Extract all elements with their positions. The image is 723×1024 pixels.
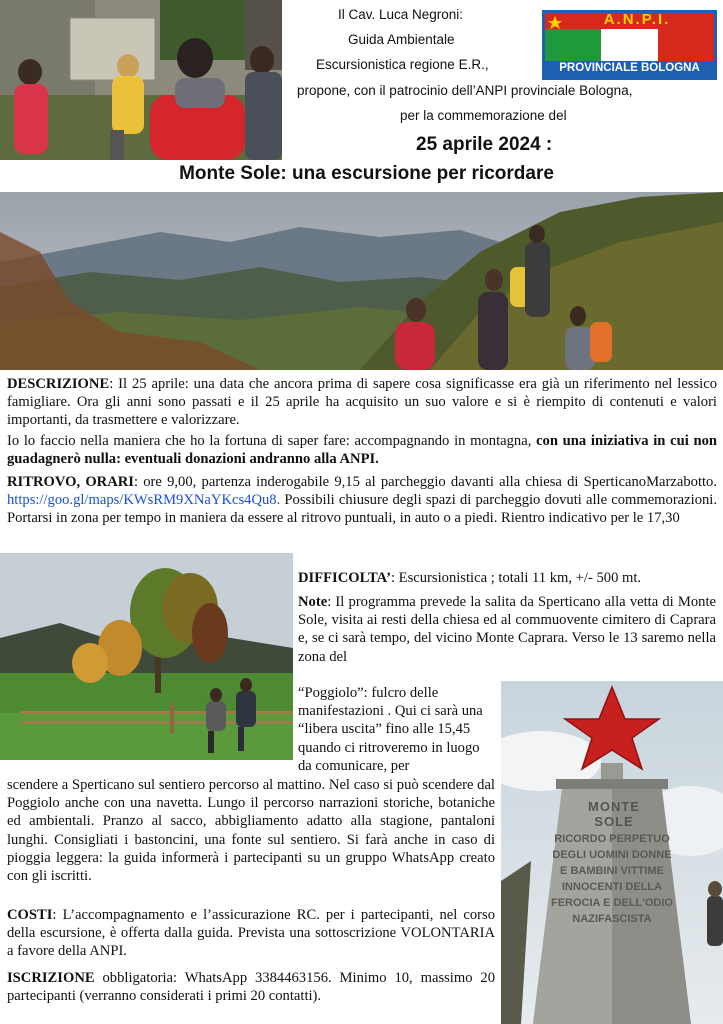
note-paragraph <box>298 593 716 688</box>
ritrovo-text: : ore 9,00, partenza inderogabile 9,15 al parcheggio davanti alla chiesa di SperticanoMarzabotto. <box>133 474 717 491</box>
costi-label: COSTI <box>7 907 53 923</box>
iscrizione-text: obbligatoria: WhatsApp 3384463156. Minimo 10, massimo 20 partecipanti (verranno considerati i primi 20 contatti). <box>7 969 495 1004</box>
iscrizione-paragraph <box>7 969 495 1005</box>
header-line-3: Escursionistica regione E.R., <box>316 57 489 72</box>
note-label: Note <box>298 594 328 610</box>
difficolta-paragraph <box>298 569 716 587</box>
note-text-part-3: scendere a Sperticano sul sentiero percorso al mattino. Nel caso si può scendere dal Poggiolo anche con una navetta. Lungo il percorso narrazioni storiche, botaniche ed ambientali. Pranzo al sacco, abbigliamento adatto alla stagione, pantaloni lunghi. Consigliati i bastoncini, una fonte sul sentiero. Si farà anche in caso di pioggia leggera: la guida informerà i partecipanti su un gruppo WhatsApp creato con gli iscritti. <box>7 777 495 885</box>
descrizione-text: : Il 25 aprile: una data che ancora prima di sapere cosa significasse era già un riferimento nel lessico famigliare. Ora gli anni sono passati e il 25 aprile ha acquisito un suo valore e si è riempito di contenuti e valori importanti, da trasmettere e valorizzare. <box>7 376 717 429</box>
iniziativa-paragraph <box>7 432 717 468</box>
photo-monument <box>501 681 723 1024</box>
ritrovo-label: RITROVO, ORARI <box>7 474 134 491</box>
costi-paragraph <box>7 906 495 961</box>
maps-link[interactable]: https://goo.gl/maps/KWsRM9XNaYKcs4Qu8. <box>7 492 281 509</box>
header-line-5: per la commemorazione del <box>400 108 567 123</box>
text-block-bottom <box>7 906 495 1005</box>
iniziativa-text: Io lo faccio nella maniera che ho la fortuna di saper fare: accompagnando in montagna, <box>7 432 537 449</box>
note-text-part-2: “Poggiolo”: fulcro delle manifestazioni . Qui ci sarà una “libera uscita” fino alle 15,45 quando ci ritroveremo in luogo da comunicare, per <box>298 685 483 774</box>
iscrizione-label: ISCRIZIONE <box>7 969 95 986</box>
photo-panorama-hikers <box>0 192 723 370</box>
monument-inscription: RICORDO PERPETUO DEGLI UOMINI DONNE E BAMBINI VITTIME INNOCENTI DELLA FEROCIA E DELL'ODIO NAZIFASCISTA <box>551 833 673 925</box>
note-text-part-1: : Il programma prevede la salita da Sperticano alla vetta di Monte Sole, visita ai resti della chiesa ed al commuovente cimitero di Caprara e, se ci sarà tempo, del vicino Monte Caprara. Verso le 13 saremo nella zona del <box>298 594 716 665</box>
logo-subtitle: PROVINCIALE BOLOGNA <box>559 62 700 74</box>
header-line-1: Il Cav. Luca Negroni: <box>338 7 464 22</box>
anpi-logo <box>542 10 717 80</box>
costi-text: : L’accompagnamento e l’assicurazione RC. per i partecipanti, nel corso della escursione, è offerta dalla guida. Prevista una sottoscrizione VOLONTARIA a favore della ANPI. <box>7 907 495 960</box>
text-block-right <box>298 569 716 587</box>
logo-title: A.N.P.I. <box>603 11 671 28</box>
text-block-top <box>7 375 717 528</box>
note-paragraph-narrow <box>298 684 496 774</box>
monument-title: MONTE SOLE <box>588 799 640 829</box>
header-line-4: propone, con il patrocinio dell’ANPI provinciale Bologna, <box>297 83 633 98</box>
ritrovo-paragraph <box>7 473 717 528</box>
header-line-2: Guida Ambientale <box>348 32 455 47</box>
photo-park-hikers <box>0 553 293 760</box>
ritrovo-text-2: Possibili chiusure degli spazi di parcheggio dovuti alle commemorazioni. Portarsi in zona per tempo in maniera da essere al ritrovo puntuali, in auto o a piedi. Rientro indicativo per le 17,30 <box>7 492 717 527</box>
photo-memorial-wall <box>0 0 282 160</box>
iniziativa-bold: con una iniziativa in cui non guadagnerò nulla: eventuali donazioni andranno alla ANPI. <box>7 432 717 467</box>
difficolta-label: DIFFICOLTA’ <box>298 570 391 586</box>
page-title: Monte Sole: una escursione per ricordare <box>179 163 554 184</box>
difficolta-text: : Escursionistica ; totali 11 km, +/- 500 mt. <box>390 570 642 586</box>
descrizione-paragraph <box>7 375 717 430</box>
event-date: 25 aprile 2024 : <box>416 134 553 155</box>
note-paragraph-wide <box>7 776 495 885</box>
descrizione-label: DESCRIZIONE <box>7 376 110 392</box>
